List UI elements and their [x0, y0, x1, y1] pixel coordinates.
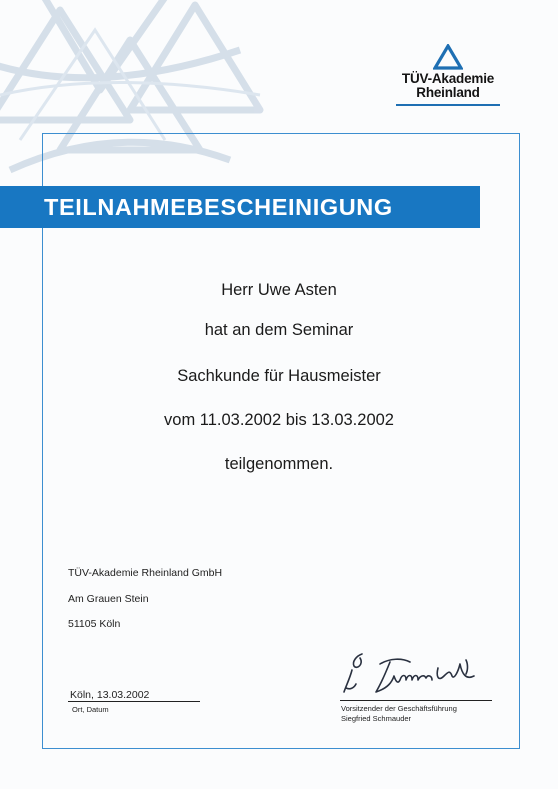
date-range: vom 11.03.2002 bis 13.03.2002	[164, 411, 394, 429]
logo-underline	[396, 104, 500, 106]
signature-rule	[340, 700, 492, 701]
tuv-logo	[392, 44, 504, 106]
issuer-company: TÜV-Akademie Rheinland GmbH	[68, 567, 223, 579]
seminar-name: Sachkunde für Hausmeister	[177, 367, 381, 385]
place-date-rule	[68, 701, 200, 702]
logo-line-1: TÜV-Akademie	[401, 71, 495, 86]
logo-line-2: Rheinland	[416, 85, 480, 100]
certificate-title: TEILNAHMEBESCHEINIGUNG	[44, 194, 393, 220]
signatory-role: Vorsitzender der Geschäftsführung	[341, 704, 457, 713]
place-date-caption: Ort, Datum	[72, 705, 109, 714]
handwritten-signature	[340, 648, 500, 696]
closing-text: teilgenommen.	[224, 455, 334, 473]
issuer-city: 51105 Köln	[68, 618, 121, 630]
tuv-triangle-icon	[433, 44, 463, 70]
participant-name: Herr Uwe Asten	[221, 281, 337, 299]
issuer-street: Am Grauen Stein	[68, 593, 149, 605]
seminar-intro: hat an dem Seminar	[204, 321, 354, 339]
place-date-value: Köln, 13.03.2002	[70, 689, 150, 701]
signatory-name: Siegfried Schmauder	[341, 714, 412, 723]
